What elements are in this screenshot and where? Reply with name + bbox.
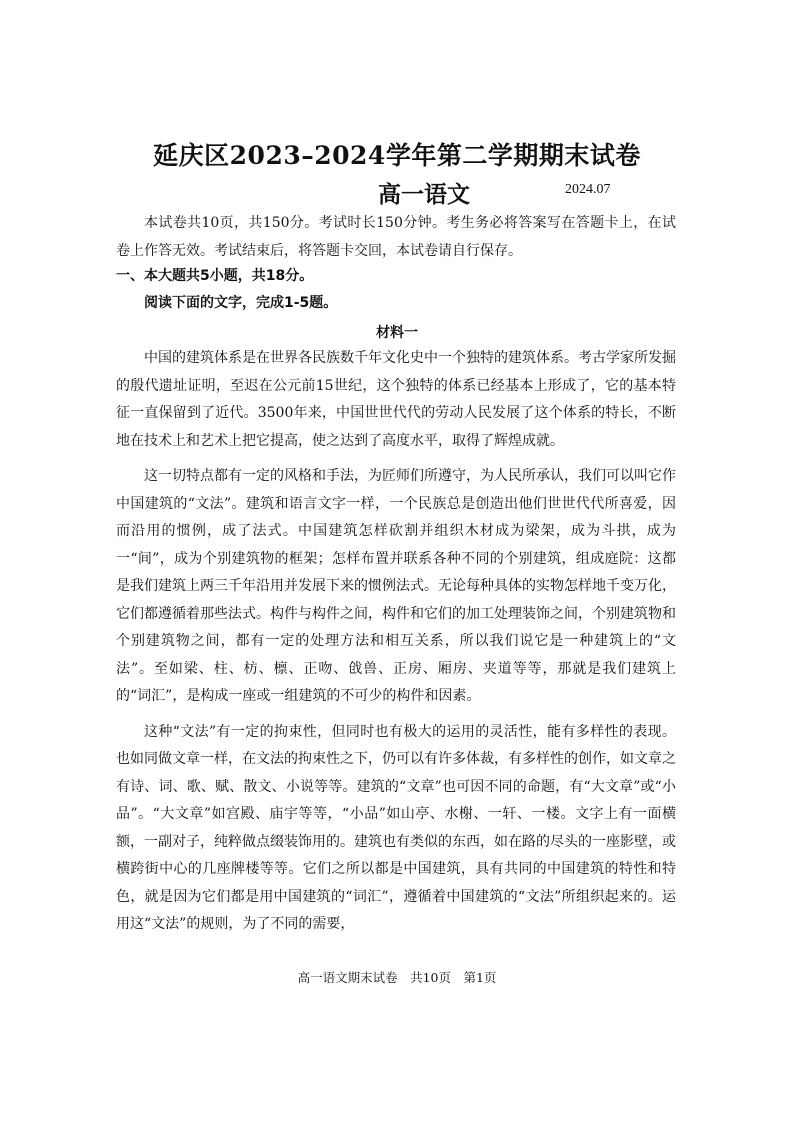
reading-instruction: 阅读下面的文字，完成1-5题。 bbox=[144, 295, 338, 311]
exam-instructions bbox=[116, 210, 676, 265]
subtitle-row bbox=[0, 176, 794, 208]
instructions-text: 本试卷共10页，共150分。考试时长150分钟。考生务必将答案写在答题卡上，在试卷上作答无效。考试结束后，将答题卡交回，本试卷请自行保存。 bbox=[116, 215, 676, 259]
subject-title: 高一语文 bbox=[378, 181, 470, 208]
section-heading: 一、本大题共5小题，共18分。 bbox=[116, 268, 314, 284]
page-footer: 高一语文期末试卷 共10页 第1页 bbox=[297, 970, 497, 985]
exam-title: 延庆区2023–2024学年第二学期期末试卷 bbox=[153, 141, 641, 170]
material-title: 材料一 bbox=[376, 325, 418, 341]
passage-paragraph: 这一切特点都有一定的风格和手法，为匠师们所遵守，为人民所承认，我们可以叫它作中国建筑的“文法”。建筑和语言文字一样，一个民族总是创造出他们世世代代所喜爱，因而沿用的惯例，成了法式。中国建筑怎样砍割并组织木材成为梁架，成为斗拱，成为一“间”，成为个别建筑物的框架；怎样布置并联系各种不同的个别建筑，组成庭院：这都是我们建筑上两三千年沿用并发展下来的惯例法式。无论每种具体的实物怎样地千变万化，它们都遵循着那些法式。构件与构件之间，构件和它们的加工处理装饰之间，个别建筑物和个别建筑物之间，都有一定的处理方法和相互关系，所以我们说它是一种建筑上的“文法”。至如梁、柱、枋、檩、正吻、戗兽、正房、厢房、夹道等等，那就是我们建筑上的“词汇”，是构成一座或一组建筑的不可少的构件和因素。 bbox=[116, 468, 676, 704]
passage-paragraph: 这种“文法”有一定的拘束性，但同时也有极大的运用的灵活性，能有多样性的表现。也如同做文章一样，在文法的拘束性之下，仍可以有许多体裁，有多样性的创作，如文章之有诗、词、歌、赋、散文、小说等等。建筑的“文章”也可因不同的命题，有“大文章”或“小品”。“大文章”如宫殿、庙宇等等，“小品”如山亭、水榭、一轩、一楼。文字上有一面横额，一副对子，纯粹做点缀装饰用的。建筑也有类似的东西，如在路的尽头的一座影壁，或横跨街中心的几座牌楼等等。它们之所以都是中国建筑，具有共同的中国建筑的特性和特色，就是因为它们都是用中国建筑的“词汇”，遵循着中国建筑的“文法”所组织起来的。运用这“文法”的规则，为了不同的需要， bbox=[116, 723, 676, 932]
exam-date: 2024.07 bbox=[565, 182, 611, 197]
reading-passage bbox=[116, 345, 676, 947]
passage-paragraph: 中国的建筑体系是在世界各民族数千年文化史中一个独特的建筑体系。考古学家所发掘的殷代遗址证明，至迟在公元前15世纪，这个独特的体系已经基本上形成了，它的基本特征一直保留到了近代。3500年来，中国世世代代的劳动人民发展了这个体系的特长，不断地在技术上和艺术上把它提高，使之达到了高度水平，取得了辉煌成就。 bbox=[116, 350, 676, 449]
